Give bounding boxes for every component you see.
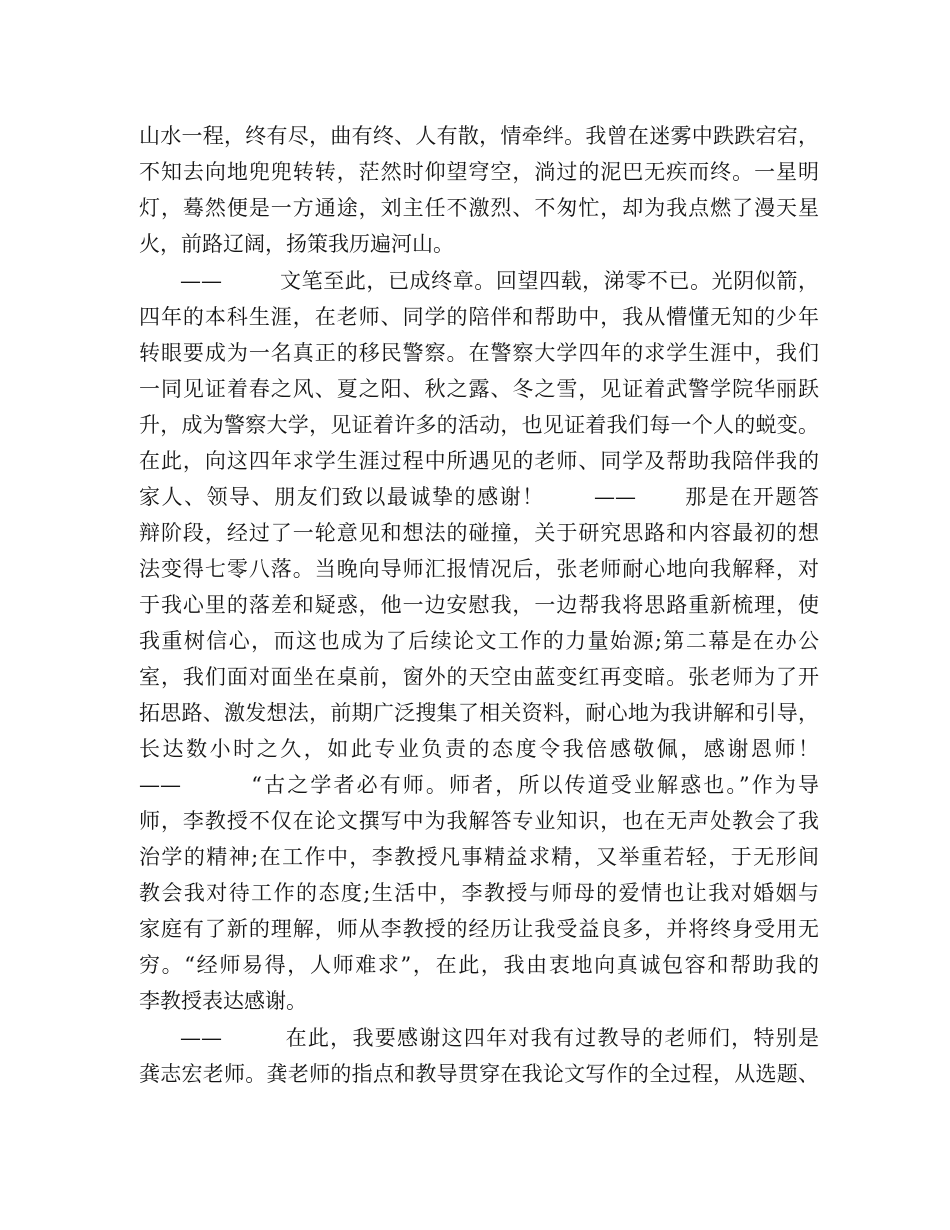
text-line: 不知去向地兜兜转转，茫然时仰望穹空，淌过的泥巴无疾而终。一星明: [139, 160, 819, 184]
text-line: 一同见证着春之风、夏之阳、秋之露、冬之雪，见证着武警学院华丽跃: [139, 377, 819, 401]
text-line: 拓思路、激发想法，前期广泛搜集了相关资料，耐心地为我讲解和引导，: [139, 701, 819, 725]
text-line: 师，李教授不仅在论文撰写中为我解答专业知识，也在无声处教会了我: [139, 809, 819, 833]
text-line: —— 在此，我要感谢这四年对我有过教导的老师们，特别是: [180, 1026, 819, 1050]
text-line: 灯，蓦然便是一方通途，刘主任不激烈、不匆忙，却为我点燃了漫天星: [139, 196, 819, 220]
text-line: 升，成为警察大学，见证着许多的活动，也见证着我们每一个人的蜕变。: [139, 413, 819, 437]
text-line: 辩阶段，经过了一轮意见和想法的碰撞，关于研究思路和内容最初的想: [139, 521, 819, 545]
text-line: 长达数小时之久，如此专业负责的态度令我倍感敬佩，感谢恩师！: [139, 737, 819, 761]
text-line: 法变得七零八落。当晚向导师汇报情况后，张老师耐心地向我解释，对: [139, 557, 819, 581]
text-line: 李教授表达感谢。: [139, 989, 307, 1013]
text-line: —— 文笔至此，已成终章。回望四载，涕零不已。光阴似箭，: [180, 269, 819, 293]
text-line: 家人、领导、朋友们致以最诚挚的感谢！ —— 那是在开题答: [139, 485, 819, 509]
text-line: 教会我对待工作的态度;生活中，李教授与师母的爱情也让我对婚姻与: [139, 881, 819, 905]
text-line: 转眼要成为一名真正的移民警察。在警察大学四年的求学生涯中，我们: [139, 341, 819, 365]
text-line: 四年的本科生涯，在老师、同学的陪伴和帮助中，我从懵懂无知的少年: [139, 305, 819, 329]
text-line: 室，我们面对面坐在桌前，窗外的天空由蓝变红再变暗。张老师为了开: [139, 665, 819, 689]
text-line: 在此，向这四年求学生涯过程中所遇见的老师、同学及帮助我陪伴我的: [139, 449, 819, 473]
text-line: —— “古之学者必有师。师者，所以传道受业解惑也。”作为导: [139, 773, 819, 797]
text-line: 我重树信心，而这也成为了后续论文工作的力量始源;第二幕是在办公: [139, 629, 819, 653]
text-line: 穷。“经师易得，人师难求”，在此，我由衷地向真诚包容和帮助我的: [139, 953, 819, 977]
text-line: 家庭有了新的理解，师从李教授的经历让我受益良多，并将终身受用无: [139, 917, 819, 941]
text-line: 于我心里的落差和疑惑，他一边安慰我，一边帮我将思路重新梳理，使: [139, 593, 819, 617]
text-line: 龚志宏老师。龚老师的指点和教导贯穿在我论文写作的全过程，从选题、: [139, 1062, 819, 1086]
text-line: 治学的精神;在工作中，李教授凡事精益求精，又举重若轻，于无形间: [139, 845, 819, 869]
text-line: 山水一程，终有尽，曲有终、人有散，情牵绊。我曾在迷雾中跌跌宕宕，: [139, 124, 819, 148]
text-line: 火，前路辽阔，扬策我历遍河山。: [139, 232, 454, 256]
